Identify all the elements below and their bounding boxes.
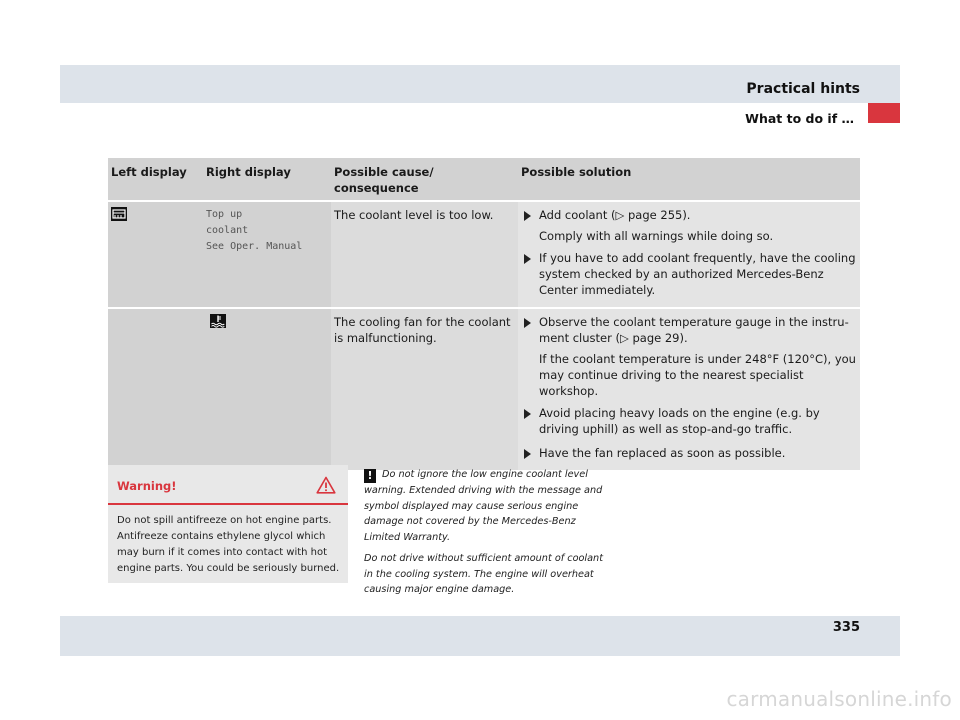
bullet-arrow-icon xyxy=(524,318,531,328)
solution-step xyxy=(521,445,857,461)
solution-text: Have the fan replaced as soon as possible. xyxy=(539,446,786,460)
notice-text: Do not ignore the low engine coolant level warning. Extended driving with the message and symbol displayed may cause serious engine damage not covered by the Mercedes-Benz Limited Warranty. xyxy=(364,469,603,543)
table-row xyxy=(108,201,860,308)
display-message-line: See Oper. Manual xyxy=(206,241,303,252)
solution-text: If you have to add coolant frequently, have the cooling system checked by an authorized Mercedes-Benz Center immediately. xyxy=(539,251,856,297)
watermark: carmanualsonline.info xyxy=(726,687,952,711)
section-title: Practical hints xyxy=(746,81,860,97)
left-display-cell xyxy=(108,308,203,471)
notice-paragraph: Do not drive without sufficient amount of coolant in the cooling system. The engine will overheat causing major engine damage. xyxy=(364,553,603,595)
section-tab-marker xyxy=(868,103,900,123)
right-display-cell xyxy=(203,201,331,308)
column-header-right-display: Right display xyxy=(203,158,331,201)
column-header-left-display: Left display xyxy=(108,158,203,201)
column-header-cause: Possible cause/ consequence xyxy=(331,158,518,201)
solution-text: Avoid placing heavy loads on the engine (e.g. by driving uphill) as well as stop-and-go traffic. xyxy=(539,406,820,436)
solution-followup-text: If the coolant temperature is under 248°F (120°C), you may continue driving to the nearest specialist workshop. xyxy=(539,352,856,398)
page-number: 335 xyxy=(832,620,860,635)
coolant-temperature-icon xyxy=(210,314,226,328)
cause-cell: The coolant level is too low. xyxy=(331,201,518,308)
warning-text: Do not spill antifreeze on hot engine parts. Antifreeze contains ethylene glycol which may burn if it comes into contact with hot engine parts. You could be seriously burned. xyxy=(117,515,340,574)
exclamation-icon: ! xyxy=(364,469,376,483)
troubleshooting-table xyxy=(108,158,860,472)
coolant-level-icon xyxy=(111,207,127,221)
right-display-cell xyxy=(203,308,331,471)
left-display-cell xyxy=(108,201,203,308)
warning-header xyxy=(108,465,348,505)
warning-title: Warning! xyxy=(117,479,177,493)
solution-step xyxy=(521,250,857,298)
notice-block xyxy=(364,467,608,604)
notice-paragraph xyxy=(364,467,608,545)
table-row xyxy=(108,308,860,471)
subsection-title: What to do if … xyxy=(745,111,854,126)
solution-cell xyxy=(518,201,860,308)
bullet-arrow-icon xyxy=(524,449,531,459)
cause-cell: The cooling fan for the coolant is malfunctioning. xyxy=(331,308,518,471)
solution-text: Observe the coolant temperature gauge in the instru-ment cluster (▷ page 29). xyxy=(539,315,849,345)
solution-followup-text: Comply with all warnings while doing so. xyxy=(539,229,774,243)
bullet-arrow-icon xyxy=(524,409,531,419)
footer-band xyxy=(60,616,900,656)
table-header-row xyxy=(108,158,860,201)
solution-step xyxy=(521,405,857,437)
bullet-arrow-icon xyxy=(524,211,531,221)
solution-step xyxy=(521,314,857,346)
solution-step xyxy=(521,207,857,223)
warning-box xyxy=(108,465,348,583)
solution-text: Add coolant (▷ page 255). xyxy=(539,208,691,222)
display-message-line: Top up xyxy=(206,209,243,220)
bullet-arrow-icon xyxy=(524,254,531,264)
display-message-line: coolant xyxy=(206,225,249,236)
column-header-solution: Possible solution xyxy=(518,158,860,201)
solution-cell xyxy=(518,308,860,471)
warning-triangle-icon xyxy=(316,476,336,494)
